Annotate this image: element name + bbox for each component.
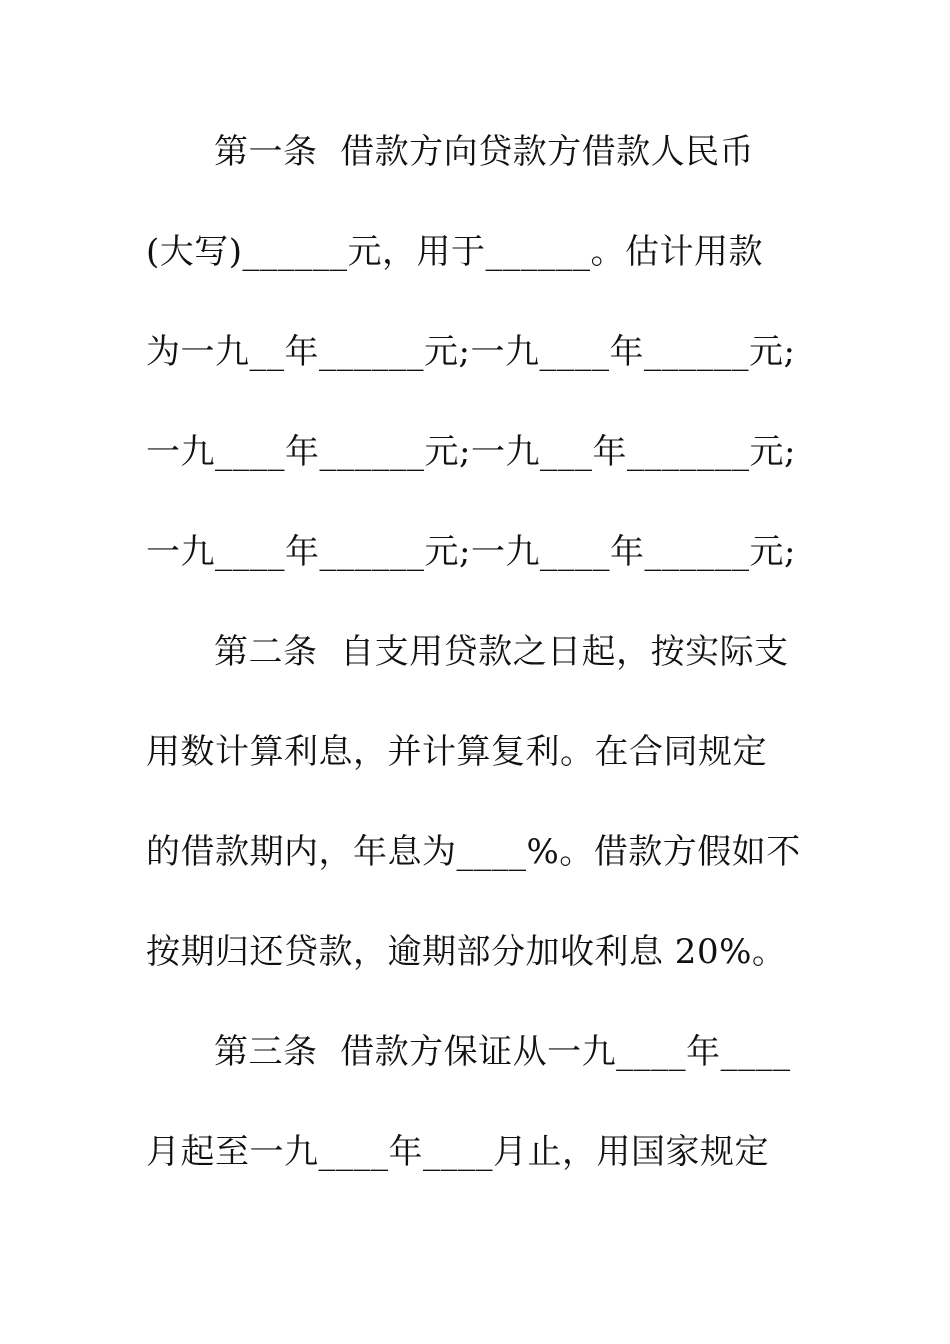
article-2-line-4: 按期归还贷款，逾期部分加收利息 20%。 (146, 932, 787, 972)
article-2-line-3: 的借款期内，年息为____%。借款方假如不 (146, 832, 801, 872)
article-1-line-3: 为一九__年______元;一九____年______元; (146, 332, 796, 372)
article-2-line-1: 第二条 自支用贷款之日起，按实际支 (214, 632, 789, 672)
article-3-line-2: 月起至一九____年____月止，用国家规定 (146, 1132, 769, 1172)
article-1-line-1: 第一条 借款方向贷款方借款人民币 (214, 132, 755, 172)
article-1-line-5: 一九____年______元;一九____年______元; (146, 532, 796, 572)
article-1-line-4: 一九____年______元;一九___年_______元; (146, 432, 796, 472)
article-1-line-2: (大写)______元，用于______。估计用款 (146, 232, 764, 272)
article-3-line-1: 第三条 借款方保证从一九____年____ (214, 1032, 791, 1072)
article-2-line-2: 用数计算利息，并计算复利。在合同规定 (146, 732, 767, 772)
